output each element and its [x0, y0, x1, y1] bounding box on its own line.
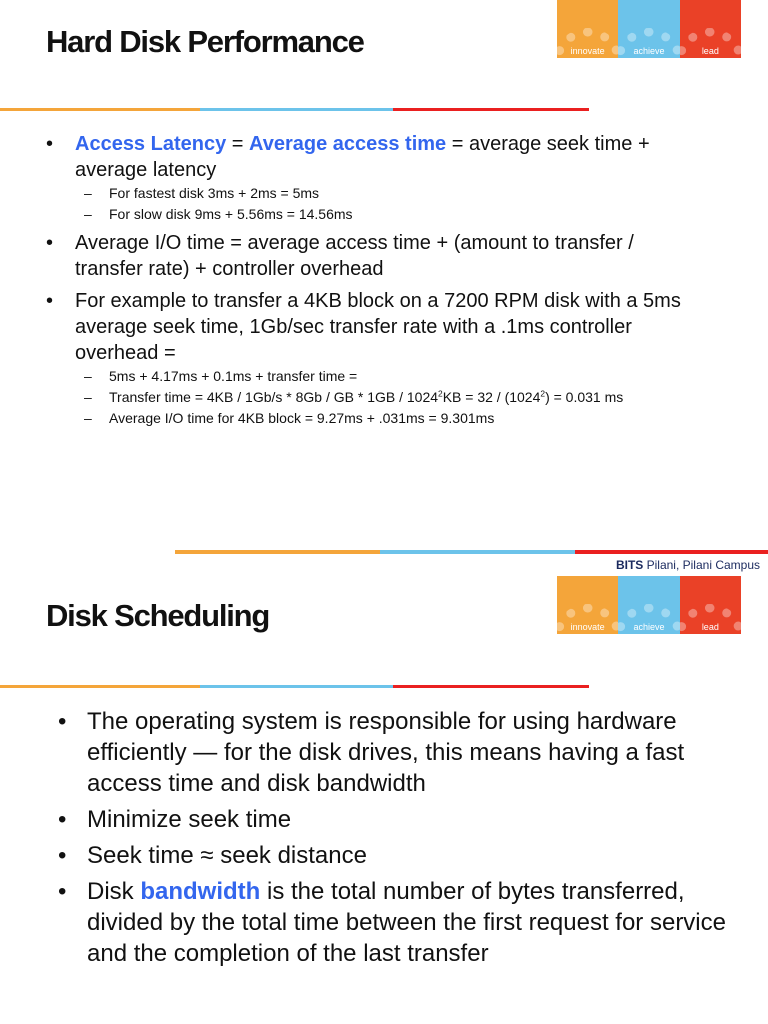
- bullet-list: [46, 131, 706, 429]
- title-rule-red: [393, 685, 589, 688]
- bullet-access-latency: • Access Latency = Average access time = average seek time + average latency: [46, 133, 650, 181]
- bullet-glyph: •: [46, 133, 54, 155]
- dash-glyph: –: [84, 368, 92, 384]
- slide-disk-scheduling: [0, 576, 768, 1024]
- sub-bullet: – Average I/O time for 4KB block = 9.27ms + .031ms = 9.301ms: [75, 408, 706, 429]
- bullet-glyph: •: [58, 842, 67, 869]
- bullet-seek-time: • Seek time ≈ seek distance: [58, 842, 367, 869]
- footer-rule-blue: [380, 550, 575, 554]
- footer-campus: BITS Pilani, Pilani Campus: [615, 558, 760, 572]
- title-rule-blue: [200, 685, 393, 688]
- sub-bullet: – 5ms + 4.17ms + 0.1ms + transfer time =: [75, 366, 706, 387]
- slide-title: Disk Scheduling: [46, 598, 270, 633]
- dash-glyph: –: [84, 206, 92, 222]
- bullet-glyph: •: [46, 232, 54, 254]
- logo-innovate: innovate: [557, 576, 618, 634]
- bullet-bandwidth: • Disk bandwidth is the total number of bytes transferred, divided by the total time between the first request for service and the completion of the last transfer: [58, 878, 726, 967]
- bullet-glyph: •: [46, 290, 54, 312]
- logo-achieve: achieve: [618, 0, 679, 58]
- title-rule-blue: [200, 108, 393, 111]
- title-rule-orange: [0, 108, 200, 111]
- bullet-minimize-seek: • Minimize seek time: [58, 806, 292, 833]
- sub-bullet: – For slow disk 9ms + 5.56ms = 14.56ms: [75, 204, 706, 225]
- bullet-glyph: •: [58, 708, 67, 735]
- sub-bullet: – For fastest disk 3ms + 2ms = 5ms: [75, 183, 706, 204]
- footer-rule-orange: [175, 550, 380, 554]
- bullet-glyph: •: [58, 806, 67, 833]
- bullet-glyph: •: [58, 878, 67, 905]
- logo-innovate: innovate: [557, 0, 618, 58]
- dash-glyph: –: [84, 389, 92, 405]
- dash-glyph: –: [84, 410, 92, 426]
- logo-lead: lead: [680, 576, 741, 634]
- bullet-os-responsibility: • The operating system is responsible for using hardware efficiently — for the disk drives, this means having a fast access time and disk bandwidth: [58, 708, 685, 797]
- title-rule-red: [393, 108, 589, 111]
- dash-glyph: –: [84, 185, 92, 201]
- title-rule-orange: [0, 685, 200, 688]
- bits-logo: [557, 576, 741, 634]
- footer-rule-red: [575, 550, 768, 554]
- logo-achieve: achieve: [618, 576, 679, 634]
- bullet-list: [58, 706, 738, 974]
- bullet-average-io-time: • Average I/O time = average access time + (amount to transfer / transfer rate) + controller overhead: [46, 232, 634, 280]
- logo-lead: lead: [680, 0, 741, 58]
- bullet-example: • For example to transfer a 4KB block on a 7200 RPM disk with a 5ms average seek time, 1Gb/sec transfer rate with a .1ms controller overhead =: [46, 290, 681, 364]
- sub-bullet-transfer-time: – Transfer time = 4KB / 1Gb/s * 8Gb / GB * $1GB / 1024^2KB = 32 / (1024^2) = 0.031$ ms: [75, 387, 706, 408]
- bits-logo: [557, 0, 741, 58]
- slide-title: Hard Disk Performance: [46, 24, 364, 59]
